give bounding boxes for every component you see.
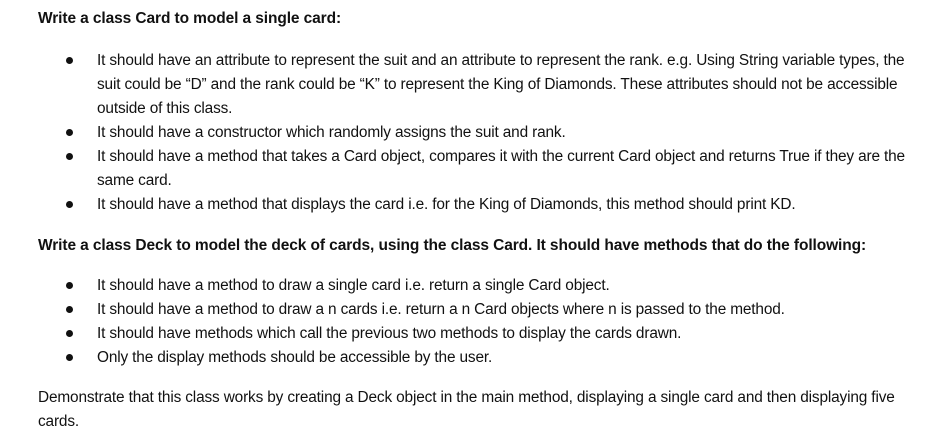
card-requirements-list bbox=[38, 49, 918, 217]
list-item bbox=[38, 145, 918, 193]
bullet-icon bbox=[66, 330, 73, 337]
list-item-text: It should have a constructor which randomly assigns the suit and rank. bbox=[97, 124, 566, 141]
list-item-text: It should have an attribute to represent the suit and an attribute to represent the rank. e.g. Using String variable types, the suit could be “D” and the rank could be “K” to represent the King of Diamonds. These attributes should not be accessible outside of this class. bbox=[97, 52, 905, 117]
bullet-icon bbox=[66, 354, 73, 361]
list-item-text: It should have a method that displays the card i.e. for the King of Diamonds, this method should print KD. bbox=[97, 196, 796, 213]
list-item bbox=[38, 274, 918, 298]
list-item-text: It should have a method that takes a Card object, compares it with the current Card object and returns True if they are the same card. bbox=[97, 148, 905, 189]
list-item bbox=[38, 121, 918, 145]
list-item bbox=[38, 193, 918, 217]
list-item-text: Only the display methods should be accessible by the user. bbox=[97, 349, 493, 366]
list-item bbox=[38, 298, 918, 322]
list-item bbox=[38, 346, 918, 370]
bullet-icon bbox=[66, 129, 73, 136]
list-item bbox=[38, 322, 918, 346]
bullet-icon bbox=[66, 306, 73, 313]
list-item-text: It should have a method to draw a n cards i.e. return a n Card objects where n is passed to the method. bbox=[97, 301, 785, 318]
bullet-icon bbox=[66, 282, 73, 289]
list-item-text: It should have methods which call the previous two methods to display the cards drawn. bbox=[97, 325, 682, 342]
list-item-text: It should have a method to draw a single card i.e. return a single Card object. bbox=[97, 277, 610, 294]
bullet-icon bbox=[66, 153, 73, 160]
card-section-heading: Write a class Card to model a single card: bbox=[38, 10, 342, 27]
bullet-icon bbox=[66, 201, 73, 208]
bullet-icon bbox=[66, 57, 73, 64]
deck-section-heading: Write a class Deck to model the deck of cards, using the class Card. It should have methods that do the following: bbox=[38, 237, 867, 254]
closing-paragraph: Demonstrate that this class works by creating a Deck object in the main method, displaying a single card and then displaying five cards. bbox=[38, 389, 895, 430]
deck-requirements-list bbox=[38, 274, 918, 370]
list-item bbox=[38, 49, 918, 121]
